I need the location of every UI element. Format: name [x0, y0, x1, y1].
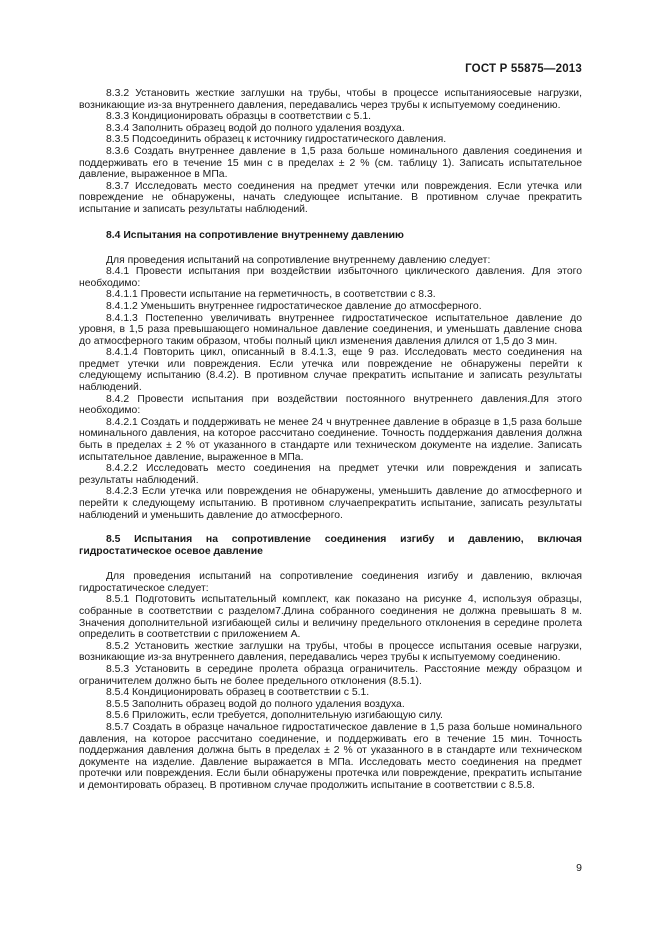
paragraph: 8.4.1.3 Постепенно увеличивать внутреннее гидростатическое испытательное давление до уровня, в 1,5 раза превышающего номинальное давление соединения, и уменьшать давление снова до атмосферного таким образом, чтобы полный цикл изменения давления длился от 1,5 до 3 мин. — [79, 312, 582, 347]
paragraph: 8.3.6 Создать внутреннее давление в 1,5 раза больше номинального давления соединения и поддерживать его в течение 15 мин с в пределах ± 2 % (см. таблицу 1). Записать испытательное давление, выраженное в МПа. — [79, 145, 582, 181]
section-heading: 8.4 Испытания на сопротивление внутреннему давлению — [106, 229, 404, 241]
paragraph: 8.4.2.2 Исследовать место соединения на предмет утечки или повреждения и записать результаты наблюдений. — [79, 463, 582, 486]
paragraph: 8.4.1.1 Провести испытание на герметичность, в соответствии с 8.3. — [106, 289, 436, 301]
paragraph: 8.5.5 Заполнить образец водой до полного удаления воздуха. — [106, 698, 405, 710]
paragraph: 8.3.4 Заполнить образец водой до полного удаления воздуха. — [106, 122, 405, 134]
paragraph: 8.4.1.4 Повторить цикл, описанный в 8.4.1.3, еще 9 раз. Исследовать место соединения на предмет утечки или повреждения. Если утечка или повреждение не обнаружены перейти к следующему испытанию (8.4.2). В противном случае прекратить испытание и записать результаты наблюдений. — [79, 347, 582, 394]
paragraph: 8.5.3 Установить в середине пролета образца ограничитель. Расстояние между образцом и ограничителем должно быть не более предельного отклонения (8.5.1). — [79, 663, 582, 687]
paragraph: Для проведения испытаний на сопротивление соединения изгибу и давлению, включая гидростатическое следует: — [79, 571, 582, 594]
page-number: 9 — [576, 862, 582, 874]
paragraph: 8.4.2.1 Создать и поддерживать не менее 24 ч внутреннее давление в образце в 1,5 раза больше номинального давления, на которое рассчитано соединение. Точность поддержания давления должна быть в пределах ± 2 % от указанного в стандарте или техническом документе на изделие. Записать испытательное давление, выраженное в МПа. — [79, 416, 582, 463]
paragraph: 8.4.1.2 Уменьшить внутреннее гидростатическое давление до атмосферного. — [106, 300, 482, 312]
paragraph: 8.3.5 Подсоединить образец к источнику гидростатического давления. — [106, 134, 447, 146]
paragraph: 8.3.7 Исследовать место соединения на предмет утечки или повреждения. Если утечка или повреждение не обнаружены, начать следующее испытание. В противном случае прекратить испытание и записать результаты наблюдений. — [79, 180, 582, 215]
paragraph: 8.5.2 Установить жесткие заглушки на трубы, чтобы в процессе испытания осевые нагрузки, возникающие из-за внутреннего давления, передавались через трубы к испытуемому соединению. — [79, 640, 582, 664]
paragraph: Для проведения испытаний на сопротивление внутреннему давлению следует: — [106, 254, 491, 266]
document-body — [79, 88, 582, 791]
paragraph: 8.5.6 Приложить, если требуется, дополнительную изгибающую силу. — [106, 710, 443, 722]
paragraph: 8.4.2 Провести испытания при воздействии постоянного внутреннего давления.Для этого необходимо: — [79, 393, 582, 417]
document-code-header: ГОСТ Р 55875—2013 — [465, 63, 582, 75]
paragraph: 8.3.2 Установить жесткие заглушки на трубы, чтобы в процессе испытанияосевые нагрузки, возникающие из-за внутреннего давления, передавались через трубы к испытуемому соединению. — [79, 88, 582, 111]
section-heading: 8.5 Испытания на сопротивление соединения изгибу и давлению, включая гидростатическое осевое давление — [79, 534, 582, 558]
paragraph: 8.4.1 Провести испытания при воздействии избыточного циклического давления. Для этого необходимо: — [79, 266, 582, 289]
paragraph: 8.3.3 Кондиционировать образцы в соответствии с 5.1. — [106, 111, 371, 123]
paragraph: 8.4.2.3 Если утечка или повреждения не обнаружены, уменьшить давление до атмосферного и перейти к следующему испытанию. В противном случаепрекратить испытание, записать результаты наблюдений и уменьшить давление до атмосферного. — [79, 486, 582, 521]
paragraph: 8.5.7 Создать в образце начальное гидростатическое давление в 1,5 раза больше номинального давления, на которое рассчитано соединение, и поддерживать его в течение 15 мин. Точность поддержания давления должна быть в пределах ± 2 % от указанного в в стандарте или техническом документе на изделие. Давление выражается в МПа. Исследовать место соединения на предмет протечки или повреждения. Если были обнаружены протечка или повреждение, прекратить испытание и демонтировать образец. В противном случае продолжить испытание в соответствии с 8.5.8. — [79, 721, 582, 791]
paragraph: 8.5.4 Кондиционировать образец в соответствии с 5.1. — [106, 687, 370, 699]
paragraph: 8.5.1 Подготовить испытательный комплект, как показано на рисунке 4, используя образцы, собранные в соответствии с разделом7.Длина собранного соединения не должна превышать 8 м. Значения дополнительной изгибающей силы и величину предельного отклонения в середине пролета определить в соответствии с приложением А. — [79, 594, 582, 641]
